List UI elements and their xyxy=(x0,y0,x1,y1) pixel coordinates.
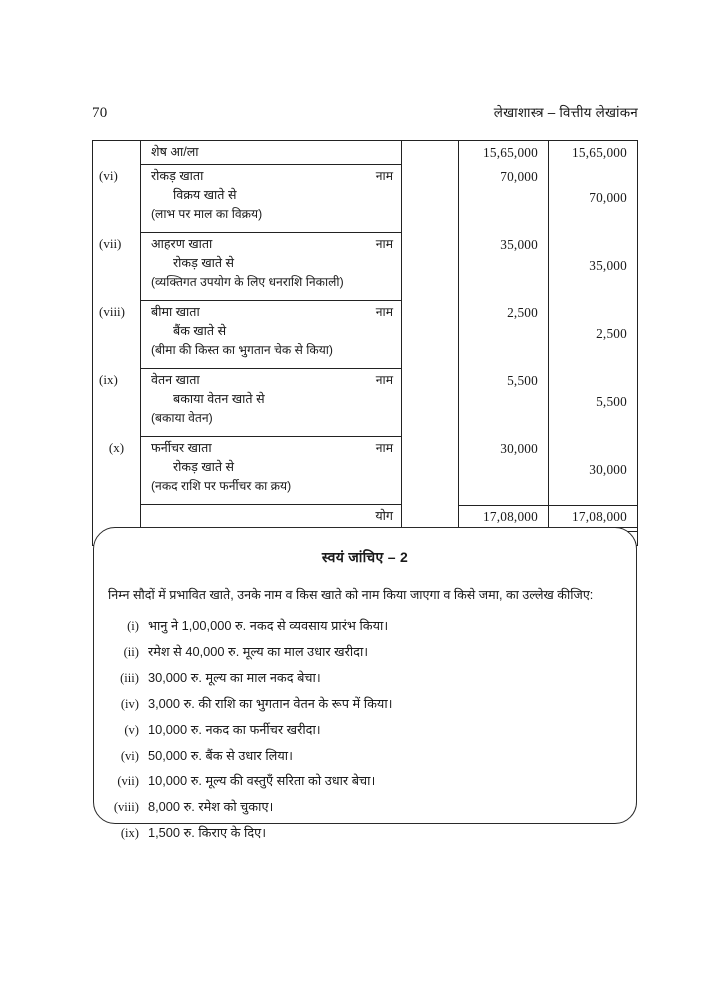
page-number: 70 xyxy=(92,105,108,121)
credit-entry-3: 5,500 xyxy=(596,394,627,409)
particulars-entry-1 xyxy=(141,233,401,301)
item-text: 3,000 रु. की राशि का भुगतान वेतन के रूप में किया। xyxy=(148,695,393,711)
credit-total: 17,08,000 xyxy=(549,506,637,528)
debit-account-4: फर्नीचर खाता xyxy=(151,441,212,455)
list-item xyxy=(94,640,636,666)
particulars-entry-0 xyxy=(141,165,401,233)
credit-opening: 15,65,000 xyxy=(572,145,627,160)
credit-account-3: बकाया वेतन खाते से xyxy=(173,392,265,407)
particulars-column xyxy=(141,141,402,545)
check-yourself-box xyxy=(93,527,637,841)
serial-number-column xyxy=(93,141,141,545)
list-item xyxy=(94,769,636,795)
sn-entry-0: (vi) xyxy=(99,168,118,183)
sn-entry-2: (viii) xyxy=(99,304,125,319)
list-item xyxy=(94,614,636,640)
book-title: लेखाशास्त्र – वित्तीय लेखांकन xyxy=(493,105,638,120)
credit-entry-0: 70,000 xyxy=(589,190,627,205)
debit-opening: 15,65,000 xyxy=(483,145,538,160)
credit-entry-2: 2,500 xyxy=(596,326,627,341)
debit-entry-3: 5,500 xyxy=(507,373,538,388)
item-text: 30,000 रु. मूल्य का माल नकद बेचा। xyxy=(148,670,321,686)
journal-table xyxy=(92,140,638,546)
credit-entry-4: 30,000 xyxy=(589,462,627,477)
item-text: 10,000 रु. नकद का फर्नीचर खरीदा। xyxy=(148,721,321,737)
sn-entry-3: (ix) xyxy=(99,372,118,387)
list-item xyxy=(94,743,636,769)
dr-marker-2: नाम xyxy=(375,305,393,319)
narration-0: (लाभ पर माल का विक्रय) xyxy=(151,207,263,222)
check-yourself-intro: निम्न सौदों में प्रभावित खाते, उनके नाम व किस खाते को नाम किया जाएगा व किसे जमा, का उल्लेख कीजिए: xyxy=(108,588,594,602)
debit-entry-1: 35,000 xyxy=(500,237,538,252)
debit-amount-column xyxy=(459,141,549,545)
item-number: (ix) xyxy=(120,826,139,841)
dr-marker-0: नाम xyxy=(375,169,393,183)
item-number: (viii) xyxy=(113,800,139,815)
narration-1: (व्यक्तिगत उपयोग के लिए धनराशि निकाली) xyxy=(151,275,344,290)
particulars-opening-row xyxy=(141,141,401,165)
credit-account-4: रोकड़ खाते से xyxy=(173,460,235,475)
item-number: (i) xyxy=(127,619,139,634)
check-yourself-title: स्वयं जांचिए – 2 xyxy=(321,549,409,565)
opening-balance-line xyxy=(151,143,393,162)
ledger-folio-column xyxy=(402,141,459,545)
sn-entry-4: (x) xyxy=(108,440,125,455)
item-number: (iv) xyxy=(120,696,139,711)
debit-entry-0: 70,000 xyxy=(500,169,538,184)
check-yourself-list xyxy=(94,614,636,846)
item-number: (v) xyxy=(124,722,139,737)
particulars-entry-4 xyxy=(141,437,401,505)
narration-3: (बकाया वेतन) xyxy=(151,411,213,426)
running-head xyxy=(92,103,638,122)
list-item xyxy=(94,691,636,717)
sn-entry-1: (vii) xyxy=(99,236,122,251)
credit-account-0: विक्रय खाते से xyxy=(173,188,237,203)
debit-account-1: आहरण खाता xyxy=(151,237,213,251)
debit-entry-2: 2,500 xyxy=(507,305,538,320)
list-item xyxy=(94,821,636,847)
item-text: रमेश से 40,000 रु. मूल्य का माल उधार खरीदा। xyxy=(148,644,369,660)
debit-account-3: वेतन खाता xyxy=(151,373,200,387)
item-number: (iii) xyxy=(120,671,139,686)
total-label: योग xyxy=(375,509,393,523)
dr-marker-1: नाम xyxy=(375,237,393,251)
item-number: (vii) xyxy=(117,774,139,789)
dr-marker-3: नाम xyxy=(375,373,393,387)
credit-account-2: बैंक खाते से xyxy=(173,324,227,339)
particulars-entry-3 xyxy=(141,369,401,437)
list-item xyxy=(94,717,636,743)
dr-marker-4: नाम xyxy=(375,441,393,455)
item-text: 50,000 रु. बैंक से उधार लिया। xyxy=(148,747,293,763)
debit-entry-4: 30,000 xyxy=(500,441,538,456)
opening-balance-label: शेष आ/ला xyxy=(151,145,199,159)
narration-4: (नकद राशि पर फर्नीचर का क्रय) xyxy=(151,479,292,494)
narration-2: (बीमा की किस्त का भुगतान चेक से किया) xyxy=(151,343,333,358)
item-text: 1,500 रु. किराए के दिए। xyxy=(148,825,267,841)
list-item xyxy=(94,795,636,821)
credit-account-1: रोकड़ खाते से xyxy=(173,256,235,271)
particulars-entry-2 xyxy=(141,301,401,369)
debit-total: 17,08,000 xyxy=(459,506,548,528)
sn-opening xyxy=(93,141,140,165)
item-number: (vi) xyxy=(120,748,139,763)
list-item xyxy=(94,666,636,692)
item-text: 10,000 रु. मूल्य की वस्तुएँ सरिता को उधार बेचा। xyxy=(148,773,376,789)
debit-account-0: रोकड़ खाता xyxy=(151,169,204,183)
debit-account-2: बीमा खाता xyxy=(151,305,200,319)
item-text: भानु ने 1,00,000 रु. नकद से व्यवसाय प्रारंभ किया। xyxy=(148,618,389,634)
credit-amount-column xyxy=(549,141,637,545)
item-number: (ii) xyxy=(123,645,139,660)
item-text: 8,000 रु. रमेश को चुकाए। xyxy=(148,799,274,815)
credit-entry-1: 35,000 xyxy=(589,258,627,273)
